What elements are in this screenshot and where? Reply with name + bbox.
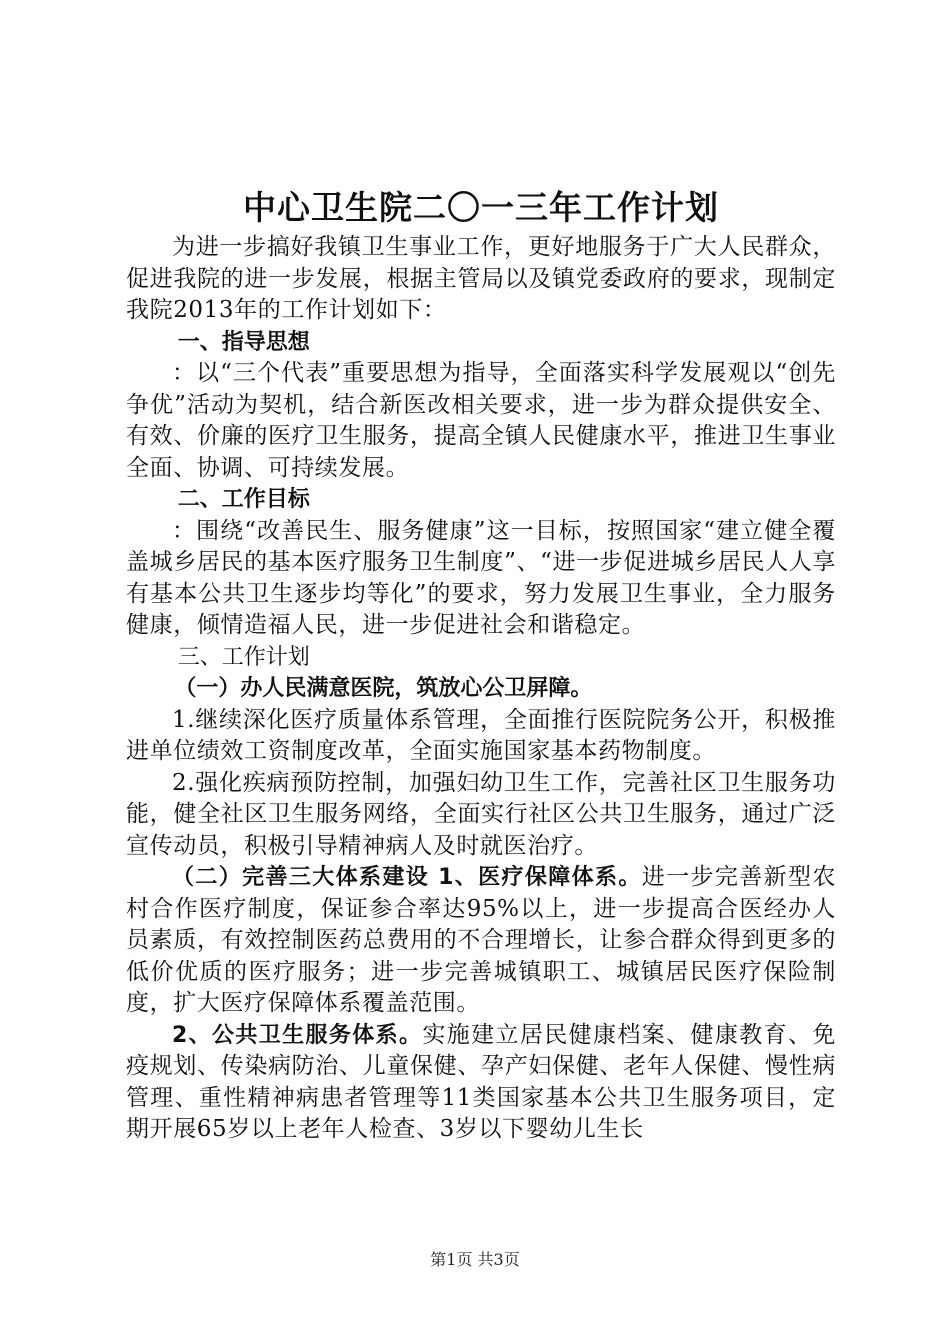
subsection-2-body: 进一步完善新型农村合作医疗制度，保证参合率达95%以上，进一步提高合医经办人员素质，有效控制医药总费用的不合理增长，让参合群众得到更多的低价优质的医疗服务；进一步完善城镇职工、城镇居民医疗保险制度，扩大医疗保障体系覆盖范围。 xyxy=(126,864,836,1016)
public-health-paragraph xyxy=(126,1020,836,1146)
subsection-2-paragraph xyxy=(126,862,836,1020)
section-1-heading: 一、指导思想 xyxy=(177,329,310,355)
subsection-1-item-1: 1.继续深化医疗质量体系管理，全面推行医院院务公开，积极推进单位绩效工资制度改革，全面实施国家基本药物制度。 xyxy=(126,706,836,764)
section-2-body: ：围绕“改善民生、服务健康”这一目标，按照国家“建立健全覆盖城乡居民的基本医疗服务卫生制度”、“进一步促进城乡居民人人享有基本公共卫生逐步均等化”的要求，努力发展卫生事业，全力服务健康，倾情造福人民，进一步促进社会和谐稳定。 xyxy=(126,517,836,638)
subsection-1-heading: （一）办人民满意医院，筑放心公卫屏障。 xyxy=(174,676,593,701)
section-1-body: ：以“三个代表”重要思想为指导，全面落实科学发展观以“创先争优”活动为契机，结合新医改相关要求，进一步为群众提供安全、有效、价廉的医疗卫生服务，提高全镇人民健康水平，推进卫生事业全面、协调、可持续发展。 xyxy=(126,360,836,481)
subsection-2-heading: （二）完善三大体系建设 1、医疗保障体系。 xyxy=(172,865,642,890)
public-health-body: 实施建立居民健康档案、健康教育、免疫规划、传染病防治、儿童保健、孕产妇保健、老年人保健、慢性病管理、重性精神病患者管理等11类国家基本公共卫生服务项目，定期开展65岁以上老年人检查、3岁以下婴幼儿生长 xyxy=(126,1021,836,1142)
intro-paragraph: 为进一步搞好我镇卫生事业工作，更好地服务于广大人民群众，促进我院的进一步发展，根据主管局以及镇党委政府的要求，现制定我院2013年的工作计划如下： xyxy=(126,234,836,323)
page-footer: 第1页 共3页 xyxy=(430,1250,520,1269)
section-3-heading: 三、工作计划 xyxy=(177,644,310,670)
document-title: 中心卫生院二〇一三年工作计划 xyxy=(243,188,719,227)
document-body xyxy=(126,186,836,1146)
section-2-heading: 二、工作目标 xyxy=(177,487,310,512)
subsection-1-item-2: 2.强化疾病预防控制，加强妇幼卫生工作，完善社区卫生服务功能，健全社区卫生服务网络，全面实行社区公共卫生服务，通过广泛宣传动员，积极引导精神病人及时就医治疗。 xyxy=(126,769,836,859)
public-health-heading: 2、公共卫生服务体系。 xyxy=(172,1022,423,1048)
